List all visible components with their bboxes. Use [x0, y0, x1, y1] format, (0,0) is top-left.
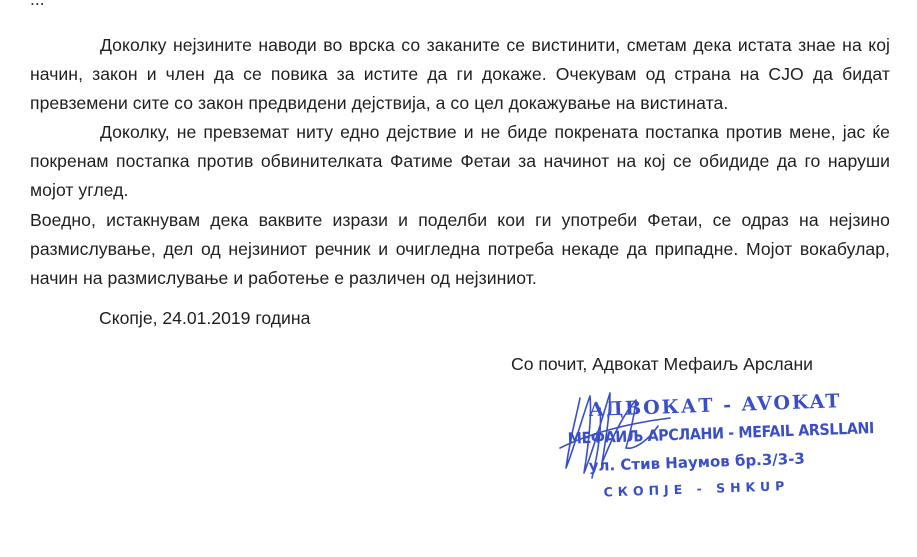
- stamp-line-address: ул. Стив Наумов бр.3/3-3: [588, 449, 806, 476]
- stamp-line-title: АДВОКАТ - AVOKAT: [588, 390, 842, 422]
- stamp-line-city: СКОПЈЕ - SHKUP: [603, 478, 790, 500]
- paragraph-vocabulary: Воедно, истакнувам дека ваквите изрази и поделби кои ги употреби Фетаи, се одраз на нејзино размислување, дел од нејзиниот речник и очигледна потреба некаде да припадне. Мојот вокабулар, начин на размислување и работење е различен од нејзиниот.: [30, 210, 890, 288]
- paragraph-procedure: Доколку, не превземат ниту едно дејствие и не биде покрената постапка против мене, јас ќе покренам постапка против обвинителката Фатиме Фетаи за начинот на кој се обидиде да го наруши мојот углед.: [30, 122, 890, 200]
- stamp-line-name: МЕФАИЉ АРСЛАНИ - MEFAIL ARSLLANI: [567, 419, 875, 448]
- signoff-line: Со почит, Адвокат Мефаиљ Арслани: [511, 354, 814, 374]
- date-line: Скопје, 24.01.2019 година: [99, 308, 311, 328]
- paragraph-threats: Доколку нејзините наводи во врска со заканите се вистинити, сметам дека истата знае на кој начин, закон и член да се повика за истите да ги докаже. Очекувам од страна на СЈО да бидат превземени сите со закон предвидени дејствија, а со цел докажување на вистината.: [30, 35, 890, 113]
- lawyer-stamp: [560, 380, 875, 520]
- cut-off-text-line: [30, 0, 45, 9]
